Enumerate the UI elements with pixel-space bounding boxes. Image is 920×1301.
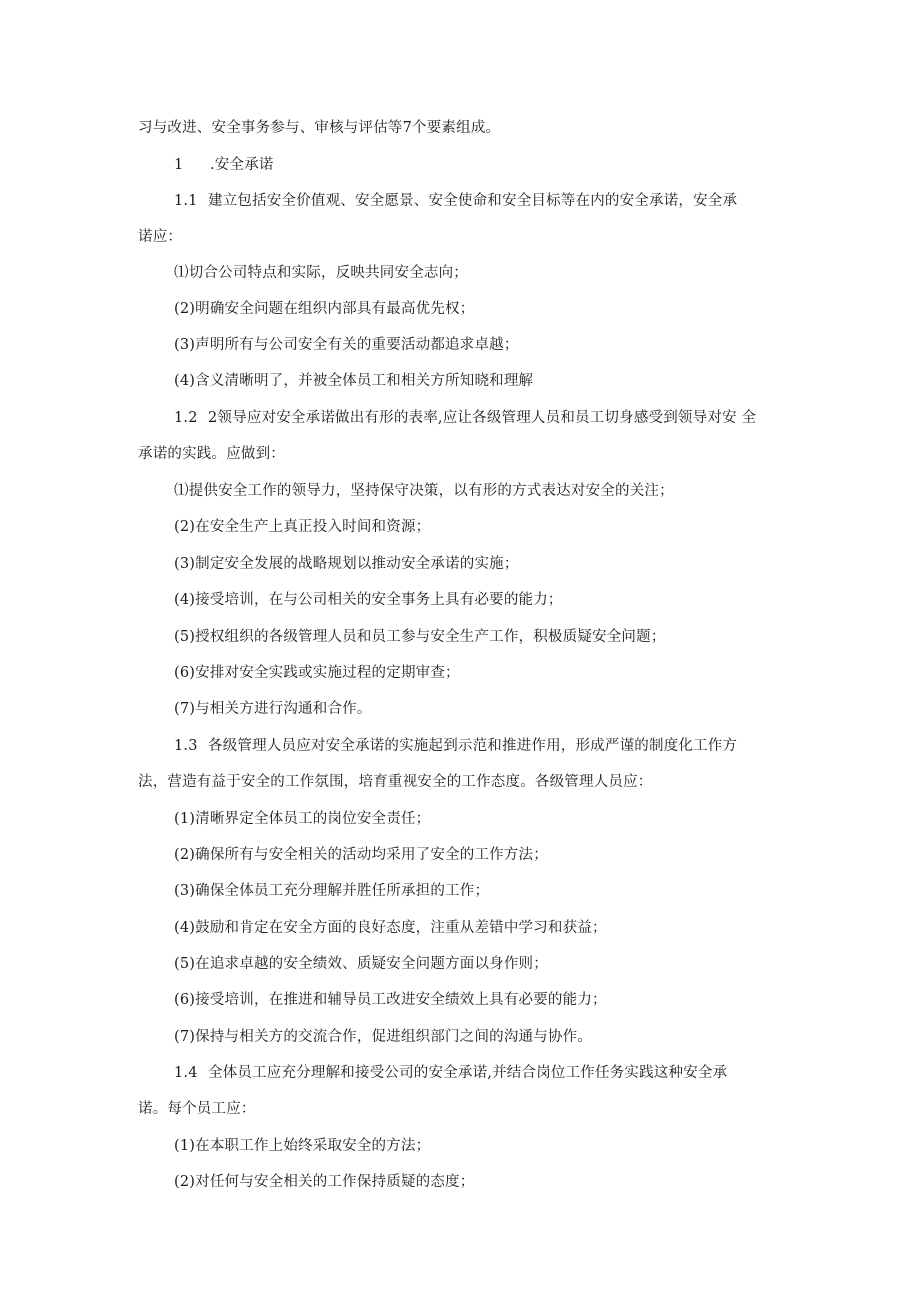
clause-text: 建立包括安全价值观、安全愿景、安全使命和安全目标等在内的安全承诺，安全承	[208, 193, 738, 209]
clause-number: 1.1	[174, 193, 198, 209]
clause-number: 1.3	[174, 738, 198, 754]
list-item: (2)对任何与安全相关的工作保持质疑的态度；	[174, 1174, 475, 1190]
list-item: (3)确保全体员工充分理解并胜任所承担的工作；	[174, 883, 490, 899]
section-heading	[174, 155, 274, 175]
list-item: (2)明确安全问题在组织内部具有最高优先权；	[174, 301, 475, 317]
clause-number: 1.2	[174, 410, 198, 426]
list-item: (4)接受培训，在与公司相关的安全事务上具有必要的能力；	[174, 592, 563, 608]
list-item: (5)在追求卓越的安全绩效、质疑安全问题方面以身作则；	[174, 956, 548, 972]
clause-text: 2领导应对安全承诺做出有形的表率,应让各级管理人员和员工切身感受到领导对安 全	[208, 410, 757, 426]
section-title: .安全承诺	[210, 157, 274, 173]
paragraph-line: 法，营造有益于安全的工作氛围，培育重视安全的工作态度。各级管理人员应：	[138, 774, 653, 790]
paragraph-line: 习与改进、安全事务参与、审核与评估等7个要素组成。	[138, 120, 501, 136]
paragraph-line: 诺应：	[138, 229, 183, 245]
paragraph-line: 承诺的实践。应做到：	[138, 446, 285, 462]
list-item: (4)鼓励和肯定在安全方面的良好态度，注重从差错中学习和获益；	[174, 920, 607, 936]
clause-text: 全体员工应充分理解和接受公司的安全承诺,并结合岗位工作任务实践这种安全承	[208, 1065, 728, 1081]
clause-paragraph-line	[174, 736, 737, 756]
list-item: (6)接受培训，在推进和辅导员工改进安全绩效上具有必要的能力；	[174, 992, 607, 1008]
clause-paragraph-line	[174, 1063, 727, 1083]
list-item: (7)保持与相关方的交流合作，促进组织部门之间的沟通与协作。	[174, 1029, 593, 1045]
list-item: (2)确保所有与安全相关的活动均采用了安全的工作方法；	[174, 847, 548, 863]
clause-number: 1.4	[174, 1065, 198, 1081]
list-item: (5)授权组织的各级管理人员和员工参与安全生产工作，积极质疑安全问题；	[174, 629, 666, 645]
list-item: (3)声明所有与公司安全有关的重要活动都追求卓越；	[174, 337, 519, 353]
list-item: ⑴提供安全工作的领导力，坚持保守决策，以有形的方式表达对安全的关注；	[174, 483, 674, 499]
paragraph-line: 诺。每个员工应：	[138, 1101, 256, 1117]
list-item: (7)与相关方进行沟通和合作。	[174, 701, 372, 717]
list-item: (6)安排对安全实践或实施过程的定期审查；	[174, 665, 460, 681]
list-item: (1)清晰界定全体员工的岗位安全责任；	[174, 811, 431, 827]
clause-paragraph-line	[174, 191, 737, 211]
list-item: ⑴切合公司特点和实际，反映共同安全志向；	[174, 265, 468, 281]
list-item: (4)含义清晰明了，并被全体员工和相关方所知晓和理解	[174, 373, 534, 389]
list-item: (2)在安全生产上真正投入时间和资源；	[174, 519, 431, 535]
clause-paragraph-line	[174, 408, 756, 428]
list-item: (1)在本职工作上始终采取安全的方法；	[174, 1138, 431, 1154]
list-item: (3)制定安全发展的战略规划以推动安全承诺的实施；	[174, 556, 519, 572]
clause-text: 各级管理人员应对安全承诺的实施起到示范和推进作用，形成严谨的制度化工作方	[208, 738, 738, 754]
section-number: 1	[174, 157, 184, 173]
